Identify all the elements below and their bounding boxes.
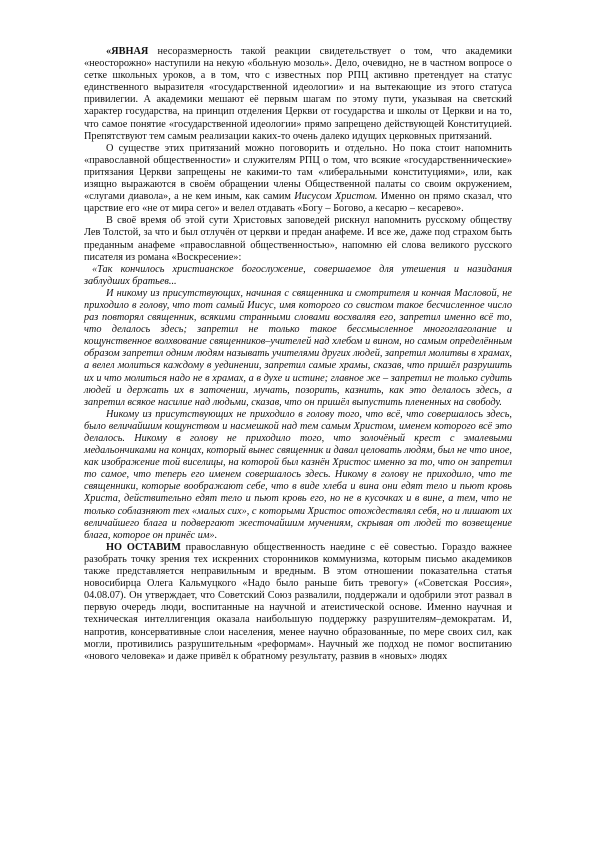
- paragraph-text: православную общественность наедине с её совестью. Гораздо важнее разобрать точку зрения тех искренних сторонников коммунизма, которым письмо академиков также представляется неправильным и вредным. В этом отношении показательна статья новосибирца Олега Кальмуцкого «Надо было раньше бить тревогу» («Советская Россия», 04.08.07). Он утверждает, что Советский Союз развалили, поддержали и одобрили этот развал в первую очередь люди, воспитанные на научной и атеистической основе. Именно научная и техническая интеллигенция оказала наибольшую поддержку разрушителям–демократам. И, напротив, консервативные слои населения, менее научно образованные, по мере своих сил, как могли, противились разрушительным «реформам». Научный же подход не помог воспитанию «нового человека» и даже привёл к обратному результату, развив в «новых» людях: [84, 541, 512, 662]
- paragraph-academics-reaction: [84, 46, 512, 143]
- quote-paragraph-1: «Так кончилось христианское богослужение, совершаемое для утешения и назидания заблудших братьев...: [84, 263, 512, 287]
- paragraph-text: О существе этих притязаний можно поговорить и отдельно. Но пока стоит напомнить «православной общественности» и служителям РПЦ о том, что всякие «государственнические» притязания Церкви запрещены не какими-то там «либеральными конституциями», или, как изящно выражаются в своём обращении члены Общественной палаты со своим окружением, «слугами диавола», а не кем иным, как самим: [84, 142, 512, 203]
- paragraph-text: несоразмерность такой реакции свидетельствует о том, что академики «неосторожно» наступили на некую «больную мозоль». Дело, очевидно, не в частном вопросе о сетке школьных уроков, а в том, что с известных пор РПЦ активно претендует на статус единственного выразителя «государственной идеологии» и на вытекающие из этого статуса привилегии. А академики мешают её первым шагам по этому пути, указывая на светский характер государства, на принцип отделения Церкви от государства и школы от Церкви и на то, что самое понятие «государственной идеологии» прямо запрещено действующей Конституцией. Препятствуют тем самым реализации каких-то очень далеко идущих церковных притязаний.: [84, 46, 512, 142]
- paragraph-church-claims: [84, 143, 512, 216]
- bold-lead-yavnaya: «ЯВНАЯ: [106, 46, 149, 57]
- document-page: [84, 46, 512, 663]
- emphasis-christ: Иисусом Христом.: [294, 191, 378, 203]
- paragraph-tolstoy-intro: В своё время об этой сути Христовых заповедей рискнул напомнить русскому обществу Лев Толстой, за что и был отлучён от церкви и предан анафеме. И все же, даже под страхом быть преданным анафеме «православной общественностью», напомню ей слова великого русского писателя из романа «Воскресение»:: [84, 215, 512, 263]
- bold-lead-no-ostavim: НО ОСТАВИМ: [106, 541, 181, 553]
- paragraph-text: Именно он прямо сказал, что царствие его «не от мира сего» и велел отдавать «Богу – Богово, а кесарю – кесарево».: [84, 191, 512, 215]
- quote-paragraph-2: И никому из присутствующих, начиная с священника и смотрителя и кончая Масловой, не приходило в голову, что тот самый Иисус, имя которого со свистом такое бесчисленное число раз повторял священник, всякими странными словами восхваляя его, запретил именно всё то, что делалось здесь; запретил не только такое бессмысленное многоглаголание и кощунственное волхвование священников–учителей над хлебом и вином, но самым определённым образом запретил одним людям называть учителями других людей, запретил молитвы в храмах, а велел молиться каждому в уединении, запретил самые храмы, сказав, что пришёл разрушить их и что молиться надо не в храмах, а в духе и истине; главное же – запретил не только судить людей и держать их в заточении, мучать, позорить, казнить, как это делалось здесь, а запретил всякое насилие над людьми, сказав, что он пришёл выпустить плененных на свободу.: [84, 287, 512, 408]
- quote-paragraph-3: Никому из присутствующих не приходило в голову того, что всё, что совершалось здесь, было величайшим кощунством и насмешкой над тем самым Христом, именем которого всё это делалось. Никому в голову не приходило того, что золочёный крест с эмалевыми медальончиками на концах, который вынес священник и давал целовать людям, был не что иное, как изображение той виселицы, на которой был казнён Христос именно за то, что он запретил то самое, что теперь его именем совершалось здесь. Никому в голову не приходило, что те священники, которые воображают себе, что в виде хлеба и вина они едят тело и пьют кровь Христа, действительно едят тело и пьют кровь его, но не в кусочках и в вине, а тем, что не только соблазняют тех «малых сих», с которыми Христос отождествлял себя, но и лишают их величайшего блага и подвергают жесточайшим мучениям, скрывая от людей то возвещение блага, которое он принёс им».: [84, 408, 512, 541]
- paragraph-leave-orthodox: [84, 542, 512, 663]
